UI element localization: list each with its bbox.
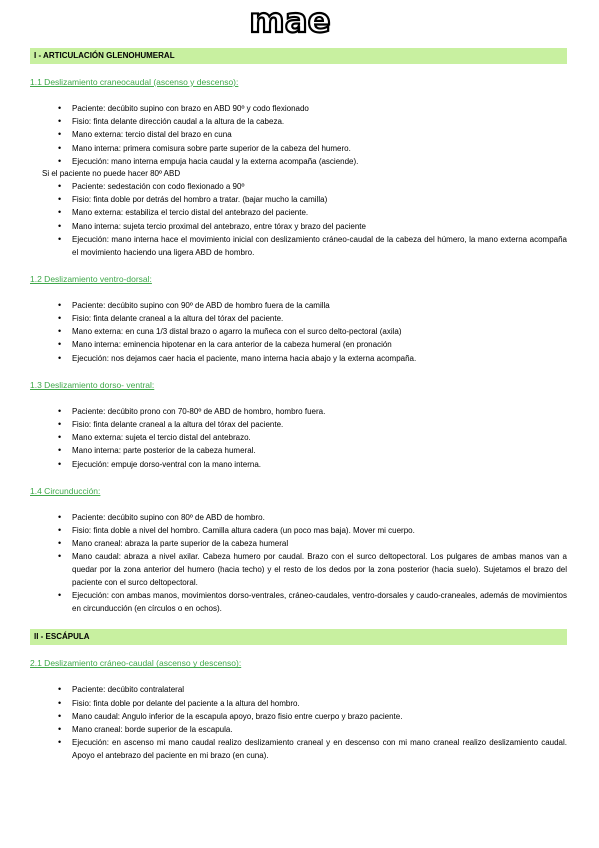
list-item: • Paciente: sedestación con codo flexionado a 90º [30,180,567,193]
mae-logo [198,6,382,36]
bullet-list [30,102,567,168]
list-item: • Fisio: finta doble por delante del paciente a la altura del hombro. [30,697,567,710]
list-item: • Ejecución: mano interna empuja hacia caudal y la externa acompaña (asciende). [30,155,567,168]
subsection-heading: 1.2 Deslizamiento ventro-dorsal: [30,273,152,284]
list-item: • Mano externa: tercio distal del brazo en cuna [30,128,567,141]
list-item: • Ejecución: en ascenso mi mano caudal realizo deslizamiento craneal y en descenso con mi mano craneal realizo deslizamiento caudal. Apoyo el antebrazo del paciente en mi brazo (en cuna). [30,736,567,762]
bullet-list [30,511,567,616]
list-item: • Paciente: decúbito supino con 90º de ABD de hombro fuera de la camilla [30,299,567,312]
document-body [30,48,567,776]
list-item: • Ejecución: con ambas manos, movimientos dorso-ventrales, cráneo-caudales, ventro-dorsales y caudo-craneales, además de movimientos en circunducción (en círculos o en ochos). [30,589,567,615]
list-item: • Mano craneal: borde superior de la escapula. [30,723,567,736]
bullet-list [30,683,567,762]
list-item: • Fisio: finta delante dirección caudal a la altura de la cabeza. [30,115,567,128]
list-item: • Mano caudal: abraza a nivel axilar. Cabeza humero por caudal. Brazo con el surco deltopectoral. Los pulgares de ambas manos van a quedar por la zona anterior del humero (hacia techo) y el resto de los dedos por la zona posterior (hacia suelo). Sujetamos el brazo del paciente con el surco deltopectoral. [30,550,567,589]
list-item: • Fisio: finta doble por detrás del hombro a tratar. (bajar mucho la camilla) [30,193,567,206]
list-item: • Paciente: decúbito supino con 80º de ABD de hombro. [30,511,567,524]
section-title-glenohumeral: I - ARTICULACIÓN GLENOHUMERAL [30,48,567,64]
list-item: • Ejecución: nos dejamos caer hacia el paciente, mano interna hacia abajo y la externa acompaña. [30,352,567,365]
list-item: • Fisio: finta delante craneal a la altura del tórax del paciente. [30,418,567,431]
list-item: • Mano interna: eminencia hipotenar en la cara anterior de la cabeza humeral (en pronación [30,338,567,351]
section-title-escapula: II - ESCÁPULA [30,629,567,645]
list-item: • Mano interna: primera comisura sobre parte superior de la cabeza del humero. [30,142,567,155]
list-item: • Paciente: decúbito contralateral [30,683,567,696]
mae-logo-art [198,6,382,36]
subsection-heading: 2.1 Deslizamiento cráneo-caudal (ascenso y descenso): [30,658,242,669]
list-item: • Ejecución: empuje dorso-ventral con la mano interna. [30,458,567,471]
subsection-heading: 1.4 Circunducción: [30,485,101,496]
subsection-heading: 1.1 Deslizamiento craneocaudal (ascenso y descenso): [30,77,239,87]
bullet-list [30,299,567,365]
list-item: • Mano externa: estabiliza el tercio distal del antebrazo del paciente. [30,206,567,219]
list-item: • Mano caudal: Angulo inferior de la escapula apoyo, brazo fisio entre cuerpo y brazo paciente. [30,710,567,723]
list-item: • Ejecución: mano interna hace el movimiento inicial con deslizamiento cráneo-caudal de la cabeza del húmero, la mano externa acompaña el movimiento haciendo una ligera ABD de hombro. [30,233,567,259]
list-item: • Fisio: finta doble a nivel del hombro. Camilla altura cadera (un poco mas baja). Mover mi cuerpo. [30,524,567,537]
list-item: • Paciente: decúbito prono con 70-80º de ABD de hombro, hombro fuera. [30,405,567,418]
list-item: • Paciente: decúbito supino con brazo en ABD 90º y codo flexionado [30,102,567,115]
list-item: • Mano interna: parte posterior de la cabeza humeral. [30,444,567,457]
logo-text: mae [249,6,331,36]
list-item: • Mano externa: en cuna 1/3 distal brazo o agarro la muñeca con el surco delto-pectoral (axila) [30,325,567,338]
subsection-heading: 1.3 Deslizamiento dorso- ventral: [30,379,155,390]
bullet-list [30,405,567,471]
bullet-list [30,180,567,259]
list-item: • Mano externa: sujeta el tercio distal del antebrazo. [30,431,567,444]
note-text: Si el paciente no puede hacer 80º ABD [42,169,181,179]
list-item: • Fisio: finta delante craneal a la altura del tórax del paciente. [30,312,567,325]
list-item: • Mano interna: sujeta tercio proximal del antebrazo, entre tórax y brazo del paciente [30,220,567,233]
list-item: • Mano craneal: abraza la parte superior de la cabeza humeral [30,537,567,550]
